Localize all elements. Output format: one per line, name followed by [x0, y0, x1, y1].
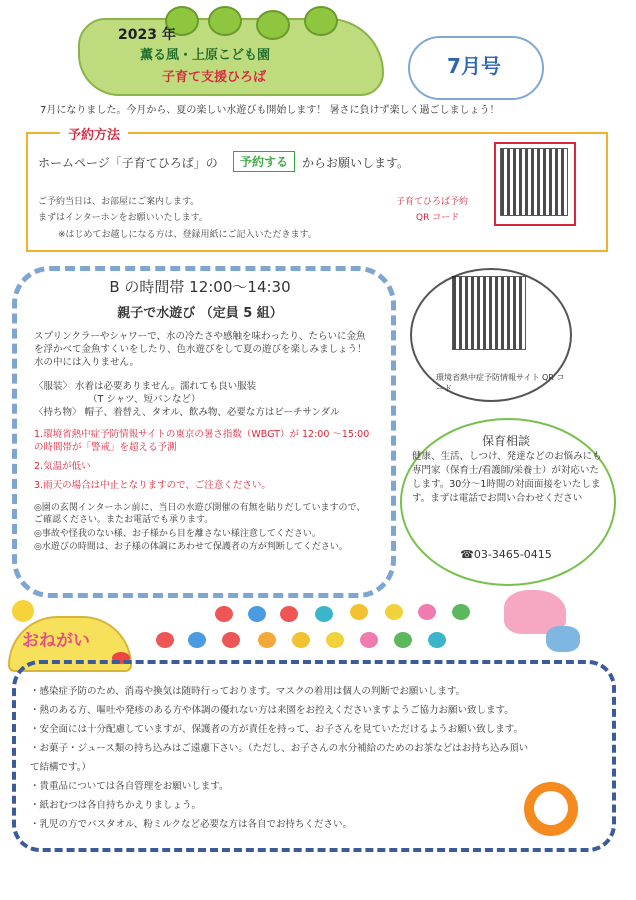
notice-item: ・乳児の方でバスタオル、粉ミルクなど必要な方は各自でお持ちください。 — [30, 819, 353, 830]
qr-label: 子育てひろば予約 — [396, 197, 469, 207]
boat-icon — [215, 606, 233, 622]
swim-ring-icon — [360, 632, 378, 648]
bucket-icon — [350, 604, 368, 620]
cancel-condition: 2.気温が低い — [34, 461, 91, 472]
reserve-button[interactable]: 予約する — [233, 151, 295, 172]
org-name: 薫る風・上原こども園 — [140, 48, 271, 63]
wbgt-qr-code-icon[interactable] — [452, 276, 526, 350]
shell-icon — [452, 604, 470, 620]
shell-icon — [394, 632, 412, 648]
intro-text: 7月になりました。今月から、夏の楽しい水遊びも開始します！ 暑さに負けず楽しく過ごしましょう！ — [40, 105, 500, 116]
beach-ball-icon — [258, 632, 276, 648]
activity-subtitle: 親子で水遊び （定員 5 組） — [117, 306, 283, 321]
wbgt-qr-label: 環境省熱中症予防情報サイト QR コード — [436, 373, 565, 393]
notice-list — [30, 682, 530, 834]
pea-character-icon — [304, 6, 338, 36]
pea-character-icon — [256, 10, 290, 40]
notice-item: ・感染症予防のため、消毒や換気は随時行っております。マスクの着用は個人の判断でお願いします。 — [30, 686, 466, 697]
notice-item: ・安全面には十分配慮していますが、保護者の方が責任を持って、お子さんを見ていただけるようお願い致します。 — [30, 724, 524, 735]
qr-label: QR コード — [416, 213, 460, 223]
year-label: 2023 年 — [118, 27, 176, 43]
boat-icon — [156, 632, 174, 648]
clothes-line-2: （T シャツ、短パンなど） — [88, 394, 201, 405]
reservation-note: ご予約当日は、お部屋にご案内します。 — [38, 197, 200, 207]
consultation-title: 保育相談 — [481, 434, 530, 448]
activity-description: スプリンクラーやシャワーで、水の冷たさや感触を味わったり、たらいに金魚を浮かべて金魚すくいをしたり、色水遊びをして夏の遊びを楽しみましょう！水の中には入りません。 — [34, 331, 367, 368]
items-line: 〈持ち物〉 帽子、着替え、タオル、飲み物、必要な方はビーチサンダル — [34, 407, 340, 418]
reservation-line-after: からお願いします。 — [302, 156, 410, 170]
notice-item: ・お菓子・ジュース類の持ち込みはご遠慮下さい。（ただし、お子さんの水分補給のためのお茶などはお持ち込み頂いて結構です。） — [30, 743, 529, 773]
reservation-line-before: ホームページ「子育てひろば」の — [38, 156, 218, 170]
reservation-qr-code-icon[interactable] — [500, 148, 568, 216]
consultation-text: 健康、生活、しつけ、発達などのお悩みにも専門家（保育士/看護師/栄養士）が対応いたします。30分～1時間の対面面接をいたします。まずは電話でお問い合わせください — [412, 451, 602, 504]
newsletter-subtitle: 子育て支援ひろば — [162, 70, 267, 85]
activity-note: ◎水遊びの時間は、お子様の体調にあわせて保護者の方が判断してください。 — [34, 542, 348, 552]
fish-icon — [248, 606, 266, 622]
fish-icon — [222, 632, 240, 648]
issue-month: 7月号 — [447, 54, 501, 78]
fish-icon — [280, 606, 298, 622]
notice-title: おねがい — [22, 631, 90, 651]
notice-item: ・紙おむつは各自持ちかえりましょう。 — [30, 800, 202, 811]
notice-item: ・貴重品については各自管理をお願いします。 — [30, 781, 229, 792]
cancel-condition: 3.雨天の場合は中止となりますので、ご注意ください。 — [34, 480, 271, 491]
bucket-icon — [292, 632, 310, 648]
reservation-note: まずはインターホンをお願いいたします。 — [38, 213, 208, 223]
clothes-line: 〈服装〉 水着は必要ありません。濡れても良い服装 — [34, 381, 257, 392]
duck-icon — [326, 632, 344, 648]
cancel-condition: 1.環境省熱中症予防情報サイトの東京の暑さ指数（WBGT）が 12:00 ～15:00 の時間帯が「警戒」を超える予測 — [34, 429, 370, 453]
tree-icon — [534, 791, 568, 825]
duck-icon — [385, 604, 403, 620]
notice-item: ・熱のある方、嘔吐や発疹のある方や体調の優れない方は来園をお控えくださいますようご協力お願い致します。 — [30, 705, 514, 716]
reservation-note: ※はじめてお越しになる方は、登録用紙にご記入いただきます。 — [58, 230, 317, 240]
pea-character-icon — [208, 6, 242, 36]
fish-icon — [188, 632, 206, 648]
baby-elephant-icon — [546, 626, 580, 652]
starfish-icon — [428, 632, 446, 648]
swim-ring-icon — [418, 604, 436, 620]
activity-note: ◎園の玄関インターホン前に、当日の水遊び開催の有無を貼りだしていますので、ご確認ください。またお電話でも承ります。 — [34, 503, 366, 525]
activity-note: ◎事故や怪我のない様、お子様から目を離さない様注意してください。 — [34, 529, 321, 539]
reservation-title: 予約方法 — [60, 124, 128, 143]
sun-icon — [12, 600, 34, 622]
fish-icon — [315, 606, 333, 622]
consultation-phone[interactable]: ☎03-3465-0415 — [460, 548, 552, 561]
activity-time-title: B の時間帯 12:00～14:30 — [109, 278, 291, 296]
